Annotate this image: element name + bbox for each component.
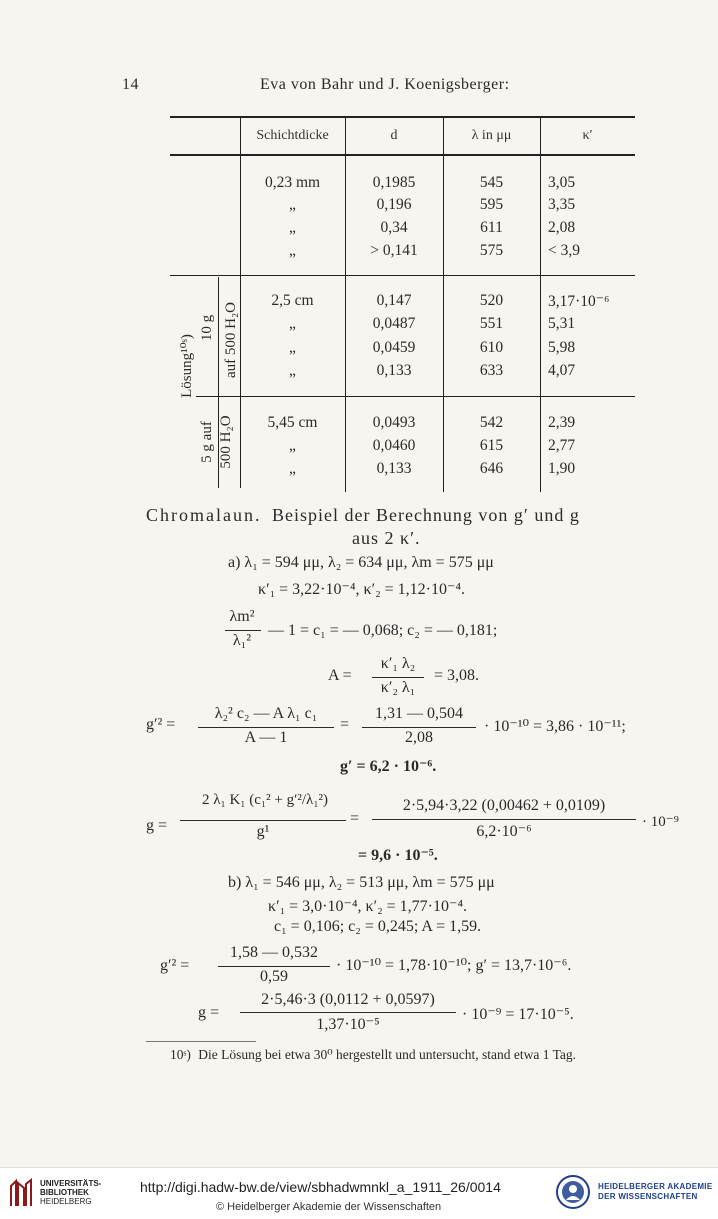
table-cell: 0,0493 [372, 414, 416, 431]
table-cell: 520 [479, 292, 504, 309]
table-cell: 551 [479, 315, 504, 332]
eq-a2: κ′₁ = 3,22·10⁻⁴, κ′₂ = 1,12·10⁻⁴. [258, 581, 466, 598]
eq-a7-num1: 2 λ₁ K₁ (c₁² + g′²/λ₁²) [201, 792, 329, 808]
section-title [146, 505, 580, 526]
frac-line [372, 677, 424, 678]
eq-a7-num2: 2·5,94·3,22 (0,00462 + 0,0109) [402, 797, 606, 814]
table-cell: > 0,141 [370, 242, 418, 259]
eq-b2: κ′₁ = 3,0·10⁻⁴, κ′₂ = 1,77·10⁻⁴. [268, 898, 468, 915]
eq-b5-rest: · 10⁻⁹ = 17·10⁻⁵. [462, 1006, 574, 1023]
university-library-logo-icon [8, 1178, 34, 1208]
table-cell: 0,133 [376, 460, 412, 477]
eq-a5-eq: = [340, 716, 350, 733]
section-title-rest: Beispiel der Berechnung von g′ und g [271, 505, 580, 525]
eq-a5-den1: A — 1 [244, 729, 288, 746]
table-cell: 2,08 [548, 219, 576, 236]
eq-a6: g′ = 6,2 · 10⁻⁶. [340, 758, 437, 775]
table-cell: 611 [480, 219, 503, 236]
table-cell: 615 [479, 437, 504, 454]
group-a-thickness: 0,23 mm [264, 174, 321, 191]
eq-a5-rest: · 10⁻¹⁰ = 3,86 · 10⁻¹¹; [484, 718, 626, 735]
group-b-label-1: 10 g [199, 314, 215, 342]
group-sep-2 [196, 396, 635, 397]
footnote-rule [146, 1041, 256, 1042]
eq-a1: a) λ₁ = 594 μμ, λ₂ = 634 μμ, λm = 575 μμ [228, 554, 494, 571]
running-title: Eva von Bahr und J. Koenigsberger: [260, 76, 510, 93]
col-header-schichtdicke: Schichtdicke [256, 128, 329, 143]
eq-a3-num: λm² [229, 608, 255, 625]
table-cell: 0,0460 [372, 437, 416, 454]
table-cell: 575 [479, 242, 504, 259]
eq-a7-eq: = [350, 810, 360, 827]
left-logo-text [40, 1179, 101, 1206]
footer-bar [0, 1167, 718, 1219]
frac-line [218, 966, 330, 967]
table-cell: 0,133 [376, 362, 412, 379]
table-cell: 595 [479, 196, 504, 213]
table-cell: 0,1985 [372, 174, 416, 191]
eq-a8: = 9,6 · 10⁻⁵. [358, 847, 438, 864]
eq-a4-den: κ′₂ λ₁ [380, 679, 416, 696]
eq-a4-lhs: A = [328, 667, 352, 684]
group-b-thickness: 2,5 cm [271, 292, 314, 309]
eq-a4-num: κ′₁ λ₂ [380, 655, 416, 672]
table-cell: 0,0459 [372, 339, 416, 356]
eq-a5-num1: λ₂² c₂ — A λ₁ c₁ [214, 705, 318, 722]
table-cell: 0,147 [376, 292, 412, 309]
loesung-label: Lösung¹⁰ˢ) [179, 334, 195, 398]
table-cell: 610 [479, 339, 504, 356]
eq-a5-num2: 1,31 — 0,504 [375, 705, 463, 722]
section-title-line2: aus 2 κ′. [352, 528, 421, 548]
section-title-spaced: Chromalaun. [146, 505, 262, 525]
eq-b4-num: 1,58 — 0,532 [230, 944, 318, 961]
ditto-mark: „ [289, 362, 296, 379]
eq-b4-rest: · 10⁻¹⁰ = 1,78·10⁻¹⁰; g′ = 13,7·10⁻⁶. [336, 957, 572, 974]
table-cell: 646 [479, 460, 504, 477]
eq-a7-rest: · 10⁻⁹ [642, 814, 679, 830]
ditto-mark: „ [289, 315, 296, 332]
table-cell: 0,34 [380, 219, 408, 236]
eq-a5-den2: 2,08 [405, 729, 433, 746]
copyright-text: © Heidelberger Akademie der Wissenschaften [216, 1201, 442, 1213]
eq-b5-den: 1,37·10⁻⁵ [316, 1016, 380, 1033]
table-cell: 0,196 [376, 196, 412, 213]
academy-seal-icon [555, 1174, 591, 1210]
left-logo-line2: BIBLIOTHEK [40, 1188, 89, 1197]
eq-a5-lhs: g′² = [146, 716, 176, 733]
table-cell: 5,98 [548, 339, 576, 356]
frac-line [225, 630, 261, 631]
footnote-marker: 10ˢ) [170, 1047, 191, 1062]
table-cell: 0,0487 [372, 315, 416, 332]
source-url-link[interactable]: http://digi.hadw-bw.de/view/sbhadwmnkl_a_1911_26/0014 [140, 1179, 501, 1195]
frac-line [180, 820, 346, 821]
ditto-mark: „ [289, 339, 296, 356]
eq-b3: c₁ = 0,106; c₂ = 0,245; A = 1,59. [274, 918, 482, 935]
group-sep-1 [170, 275, 635, 276]
right-logo-line2: DER WISSENSCHAFTEN [598, 1192, 698, 1201]
ditto-mark: „ [289, 437, 296, 454]
ditto-mark: „ [289, 219, 296, 236]
left-logo-line3: HEIDELBERG [40, 1197, 92, 1206]
col-header-d: d [390, 128, 398, 143]
group-c-label-2: 500 H₂O [218, 415, 234, 469]
eq-b5-lhs: g = [198, 1004, 220, 1021]
frac-line [240, 1012, 456, 1013]
eq-a3-den: λ₁² [232, 632, 252, 649]
ditto-mark: „ [289, 242, 296, 259]
table-cell: < 3,9 [548, 242, 580, 259]
table-cell: 1,90 [548, 460, 576, 477]
table-cell: 542 [479, 414, 504, 431]
eq-a7-den2: 6,2·10⁻⁶ [476, 823, 532, 840]
table-cell: 3,35 [548, 196, 576, 213]
table-cell: 2,77 [548, 437, 576, 454]
table-cell: 5,31 [548, 315, 576, 332]
group-c-label-1: 5 g auf [199, 421, 215, 463]
table-cell: 3,17·10⁻⁶ [548, 293, 610, 310]
eq-a4-rest: = 3,08. [434, 667, 480, 684]
col-header-kappa: κ′ [582, 128, 593, 143]
ditto-mark: „ [289, 196, 296, 213]
table-cell: 2,39 [548, 414, 576, 431]
right-logo-text [598, 1182, 712, 1202]
ditto-mark: „ [289, 460, 296, 477]
left-logo-line1: UNIVERSITÄTS- [40, 1179, 102, 1188]
col-sep-4 [540, 118, 541, 492]
page-number: 14 [122, 76, 139, 93]
frac-line [372, 819, 636, 820]
footnote [170, 1047, 576, 1063]
group-c-thickness: 5,45 cm [267, 414, 318, 431]
eq-a7-den1: g¹ [256, 823, 270, 840]
right-logo-line1: HEIDELBERGER AKADEMIE [598, 1182, 713, 1191]
frac-line [362, 727, 476, 728]
table-cell: 633 [479, 362, 504, 379]
eq-a3-rest: — 1 = c₁ = — 0,068; c₂ = — 0,181; [268, 622, 498, 639]
frac-line [198, 727, 334, 728]
col-header-lambda: λ in μμ [471, 128, 512, 143]
table-cell: 3,05 [548, 174, 576, 191]
eq-b4-lhs: g′² = [160, 957, 190, 974]
eq-b4-den: 0,59 [260, 968, 288, 985]
footnote-text: Die Lösung bei etwa 30⁰ hergestellt und untersucht, stand etwa 1 Tag. [198, 1047, 577, 1062]
group-b-label-2: auf 500 H₂O [223, 301, 239, 379]
eq-b1: b) λ₁ = 546 μμ, λ₂ = 513 μμ, λm = 575 μμ [228, 874, 495, 891]
eq-a7-lhs: g = [146, 817, 168, 834]
table-cell: 545 [479, 174, 504, 191]
eq-b5-num: 2·5,46·3 (0,0112 + 0,0597) [261, 991, 435, 1008]
table-cell: 4,07 [548, 362, 576, 379]
